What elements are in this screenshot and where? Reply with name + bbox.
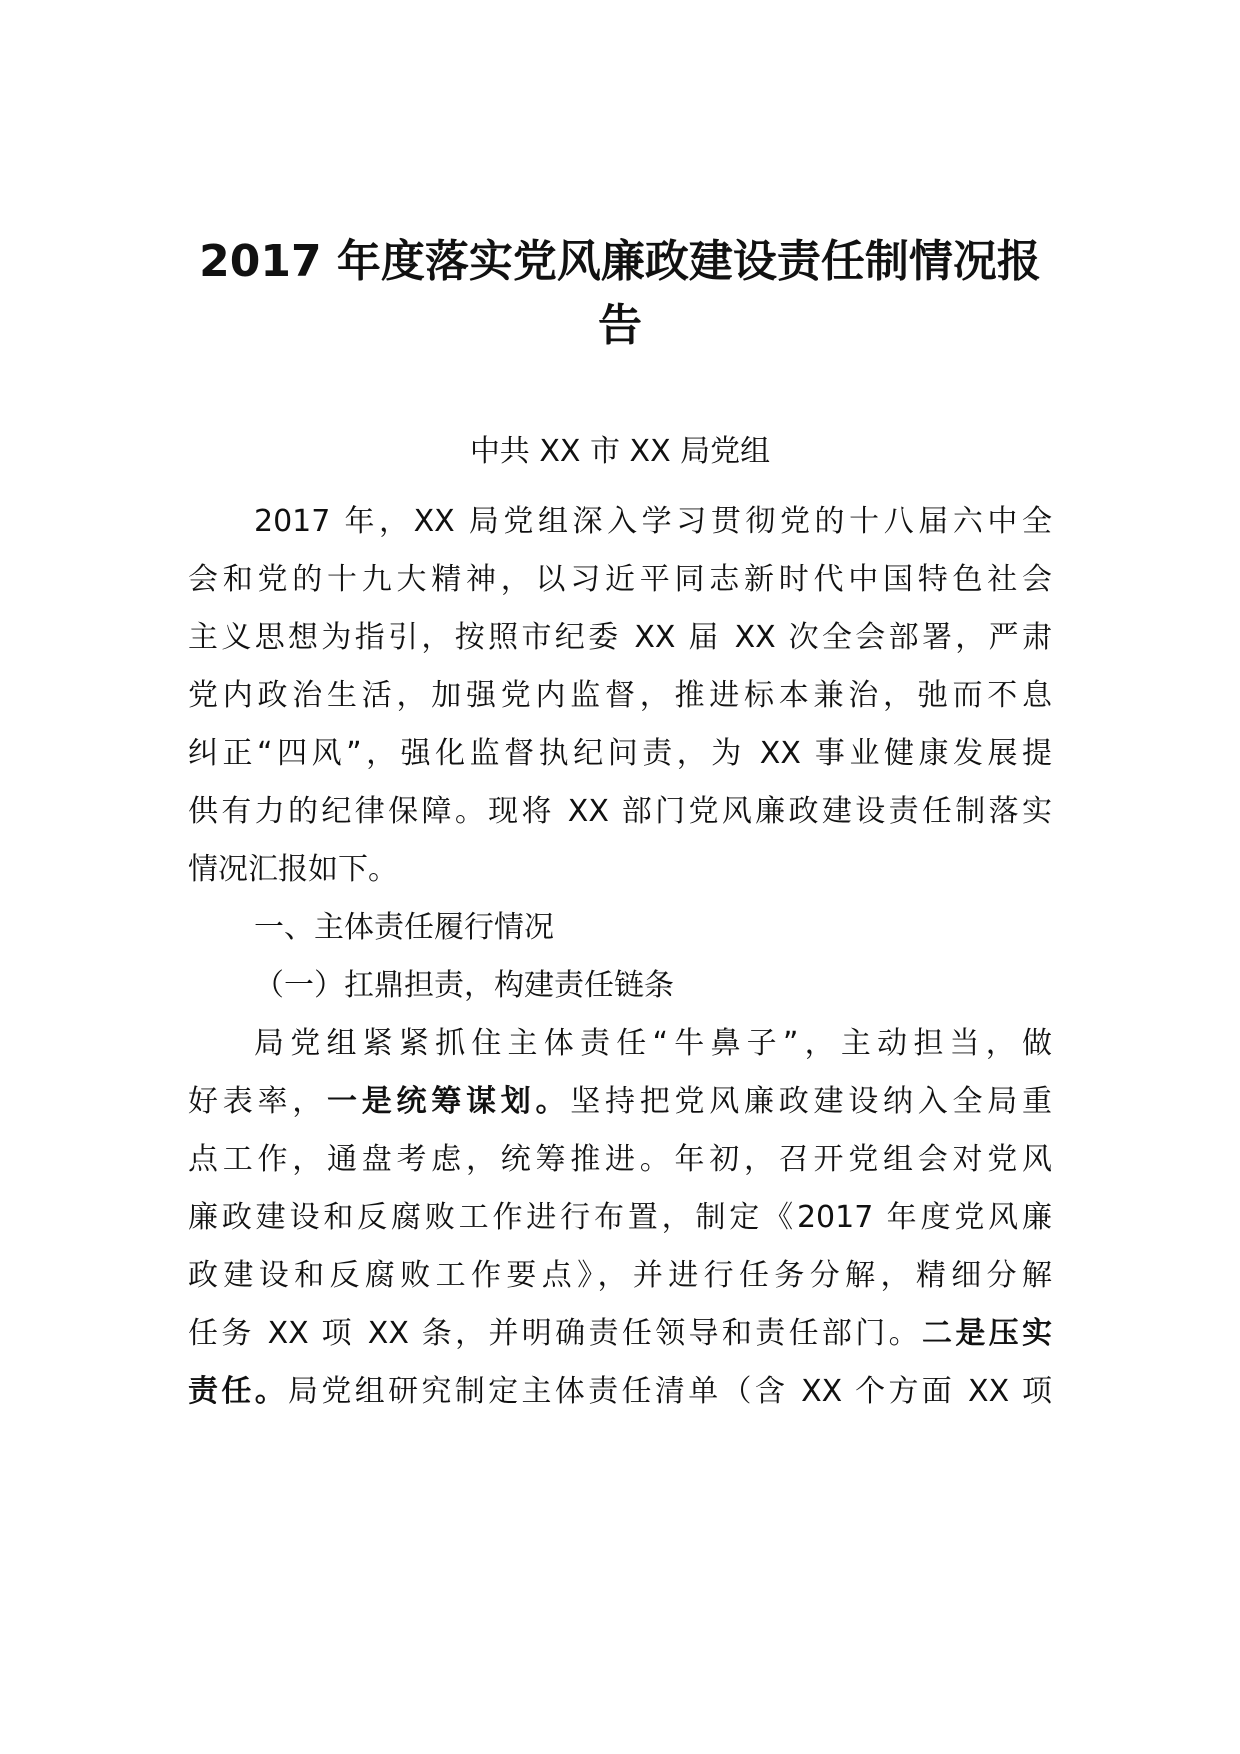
- body-line-11: [188, 1080, 1052, 1124]
- point-two-heading-end: 责任。: [188, 1374, 289, 1409]
- body-line-3: 主义思想为指引，按照市纪委 XX 届 XX 次全会部署，严肃: [188, 620, 1052, 655]
- body-line-11-part-c: 坚持把党风廉政建设纳入全局重: [570, 1084, 1052, 1119]
- document-author: 中共 XX 市 XX 局党组: [469, 434, 771, 469]
- body-line-1: 2017 年，XX 局党组深入学习贯彻党的十八届六中全: [254, 504, 1052, 539]
- body-line-16-part-b: 局党组研究制定主体责任清单（含 XX 个方面 XX 项: [288, 1374, 1052, 1409]
- document-title-line-1: 2017 年度落实党风廉政建设责任制情况报: [199, 236, 1041, 287]
- point-one-heading: 一是统筹谋划。: [327, 1084, 571, 1119]
- body-line-14: 政建设和反腐败工作要点》，并进行任务分解，精细分解: [188, 1258, 1052, 1293]
- body-line-15-part-a: 任务 XX 项 XX 条，并明确责任领导和责任部门。: [188, 1316, 922, 1351]
- body-line-6: 供有力的纪律保障。现将 XX 部门党风廉政建设责任制落实: [188, 794, 1052, 829]
- body-line-15: [188, 1312, 1052, 1356]
- body-line-10: 局党组紧紧抓住主体责任“牛鼻子”，主动担当，做: [254, 1026, 1052, 1061]
- body-line-4: 党内政治生活，加强党内监督，推进标本兼治，弛而不息: [188, 678, 1052, 713]
- body-line-7: 情况汇报如下。: [188, 852, 398, 887]
- body-line-16: [188, 1370, 1052, 1414]
- body-line-12: 点工作，通盘考虑，统筹推进。年初，召开党组会对党风: [188, 1142, 1052, 1177]
- subsection-heading-1: （一）扛鼎担责，构建责任链条: [254, 968, 674, 1003]
- body-line-13: 廉政建设和反腐败工作进行布置，制定《2017 年度党风廉: [188, 1200, 1052, 1235]
- point-two-heading-start: 二是压实: [921, 1316, 1052, 1351]
- document-title-line-2: 告: [598, 300, 642, 351]
- body-line-2: 会和党的十九大精神，以习近平同志新时代中国特色社会: [188, 562, 1052, 597]
- section-heading-1: 一、主体责任履行情况: [254, 910, 554, 945]
- body-line-5: 纠正“四风”，强化监督执纪问责，为 XX 事业健康发展提: [188, 736, 1052, 771]
- body-line-11-part-a: 好表率，: [188, 1084, 327, 1119]
